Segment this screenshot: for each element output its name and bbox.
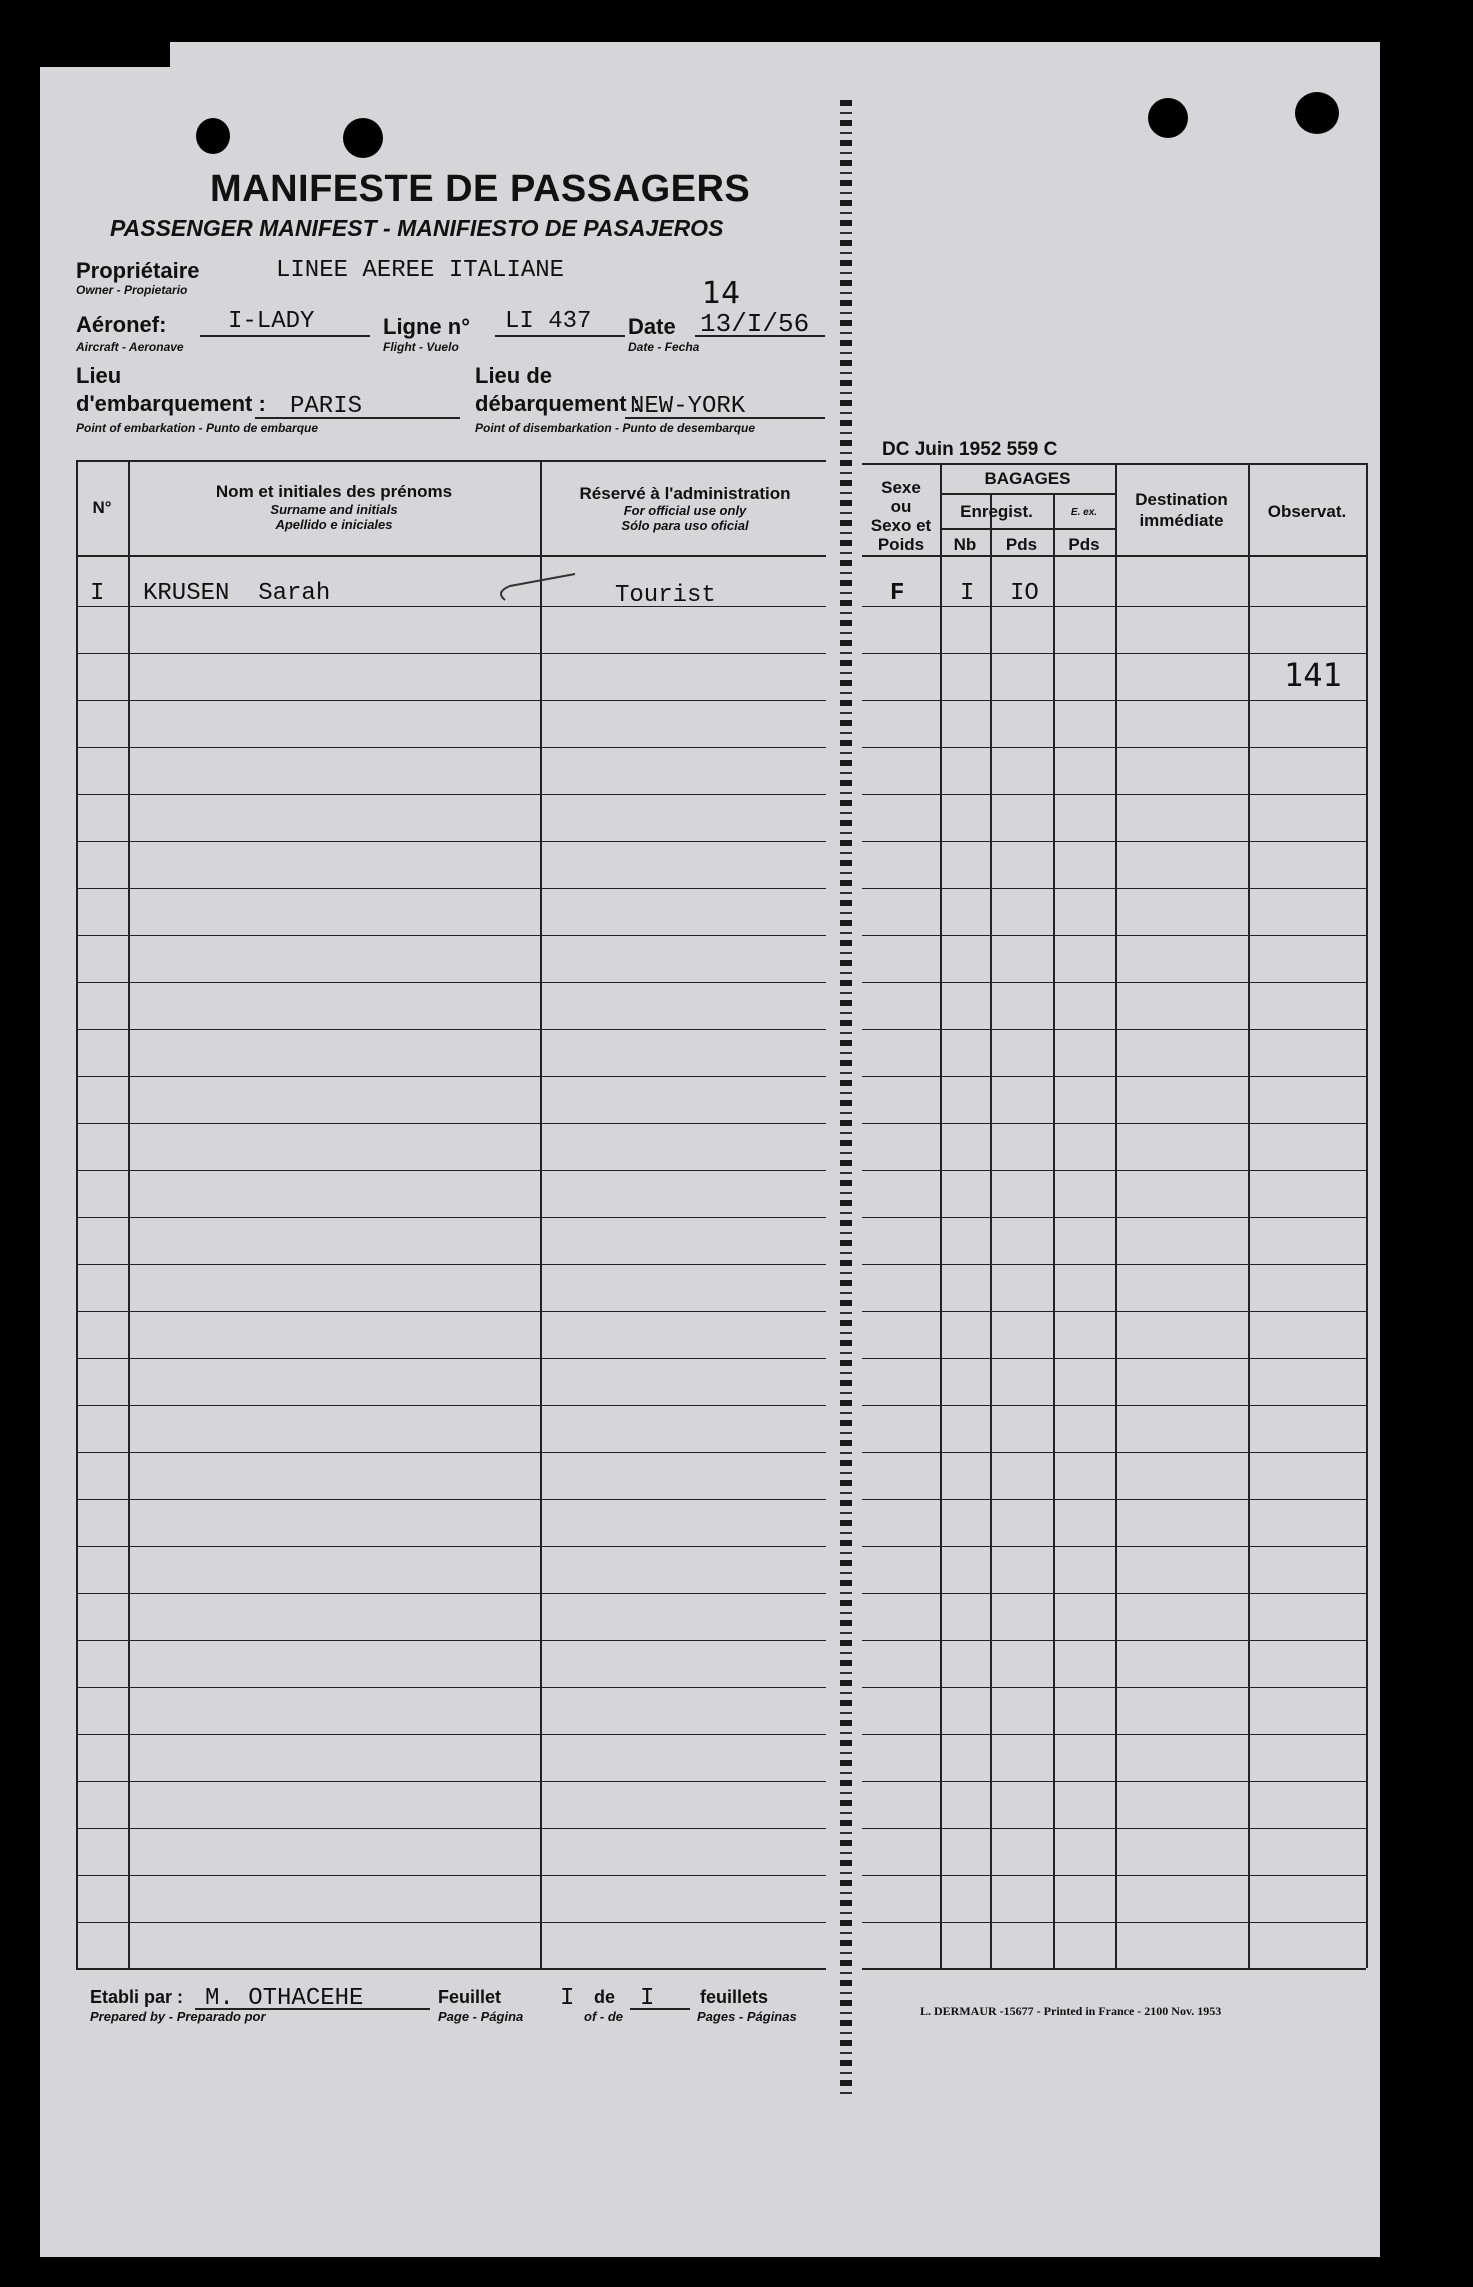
perforation [840,100,852,2100]
row-rule [76,1217,826,1218]
row-1-pds: IO [1010,580,1039,607]
row-rule [862,606,1366,607]
owner-value: LINEE AEREE ITALIANE [276,257,565,284]
form-code: DC Juin 1952 559 C [882,439,1058,460]
col-admin-sub2: Sólo para uso oficial [621,518,749,533]
check-mark [490,572,580,608]
manifest-subtitle: PASSENGER MANIFEST - MANIFIESTO DE PASAJEROS [110,215,724,241]
date-correction: 14 [702,276,741,311]
row-rule [76,1405,826,1406]
row-rule [76,1640,826,1641]
manifest-title: MANIFESTE DE PASSAGERS [210,168,751,210]
disembark-label2: débarquement : [475,391,641,416]
punch-hole [1148,98,1188,138]
row-rule [76,841,826,842]
row-rule [862,1640,1366,1641]
of-sub: of - de [584,2009,623,2024]
row-rule [862,1828,1366,1829]
col-bagages-header: BAGAGES [984,469,1071,488]
bagages-divider [940,493,1115,495]
row-rule [862,794,1366,795]
col-enregist-header: Enregist. [960,502,1033,521]
col-line [128,460,130,1968]
disembark-label1: Lieu de [475,363,553,388]
enregist-divider [940,528,1115,530]
owner-label: Propriétaire [76,258,200,283]
row-rule [862,1029,1366,1030]
col-excess-header: E. ex. [1070,507,1098,518]
embark-underline [255,417,460,419]
feuillets-label: feuillets [700,1987,769,2007]
col-line [76,460,78,1968]
owner-sub: Owner - Propietario [76,283,188,297]
row-rule [76,1781,826,1782]
row-rule [862,1217,1366,1218]
row-rule [76,1922,826,1923]
aircraft-value: I-LADY [228,308,315,335]
col-pds2-header: Pds [1068,535,1100,554]
col-line [1115,463,1117,1968]
row-rule [862,1452,1366,1453]
table-top-left [76,460,826,462]
row-rule [862,1922,1366,1923]
row-rule [862,1264,1366,1265]
row-rule [862,1593,1366,1594]
embark-sub: Point of embarkation - Punto de embarque [76,421,319,435]
row-1-admin: Tourist [615,582,716,609]
disembark-underline [625,417,825,419]
col-line [1248,463,1250,1968]
row-rule [76,1828,826,1829]
embark-value: PARIS [290,393,363,420]
page-sub: Page - Página [438,2009,524,2024]
row-rule [76,1687,826,1688]
row-rule [862,1499,1366,1500]
row-rule [76,935,826,936]
row-rule [76,1264,826,1265]
col-line [1366,463,1368,1968]
disembark-value: NEW-YORK [630,393,746,420]
row-rule [76,1546,826,1547]
punch-hole [343,118,383,158]
row-rule [862,747,1366,748]
row-rule [76,1123,826,1124]
row-rule [862,1076,1366,1077]
row-1-nb: I [960,580,975,607]
col-admin-header: Réservé à l'administration [579,484,791,503]
col-pds-header: Pds [1005,535,1038,554]
aircraft-label: Aéronef: [76,312,167,337]
table-bottom-left [76,1968,826,1970]
total-underline [630,2008,690,2010]
aircraft-underline [200,335,370,337]
row-rule [862,1687,1366,1688]
flight-sub: Flight - Vuelo [383,340,459,354]
row-rule [76,1076,826,1077]
row-rule [862,700,1366,701]
row-rule [862,888,1366,889]
de-label: de [594,1987,616,2007]
row-1-no: I [90,580,105,607]
row-rule [862,982,1366,983]
col-name-sub1: Surname and initials [270,502,398,517]
punch-hole [196,118,230,154]
col-observ-header: Observat. [1267,502,1347,521]
pages-sub: Pages - Páginas [697,2009,797,2024]
row-rule [862,1875,1366,1876]
row-rule [862,1170,1366,1171]
col-destination-l2: immédiate [1139,511,1224,530]
printer-note: L. DERMAUR -15677 - Printed in France - 2100 Nov. 1953 [920,2004,1222,2018]
row-rule [76,700,826,701]
row-1-sex: F [890,580,905,607]
prepared-value: M. OTHACEHE [205,1985,364,2012]
row-rule [76,747,826,748]
flight-value: LI 437 [505,308,592,335]
row-rule [862,1311,1366,1312]
row-rule [862,1123,1366,1124]
scan-border [0,42,40,2287]
col-admin-sub1: For official use only [623,503,747,518]
col-destination-l1: Destination [1135,490,1228,509]
page-value: I [560,1985,575,2012]
col-line [1053,493,1055,1968]
row-rule [862,1734,1366,1735]
row-rule [76,1452,826,1453]
col-nb-header: Nb [953,535,977,554]
row-rule [76,1029,826,1030]
table-bottom-right [862,1968,1366,1970]
col-sex-l4: Poids [877,535,925,554]
embark-label1: Lieu [76,363,122,388]
table-top-right [862,463,1366,465]
date-underline [695,335,825,337]
row-rule [76,653,826,654]
row-rule [76,1499,826,1500]
col-name-header: Nom et initiales des prénoms [215,482,453,501]
table-header-bottom-left [76,555,826,557]
col-line [540,460,542,1968]
col-name-sub2: Apellido e iniciales [275,517,393,532]
flight-label: Ligne n° [383,314,471,339]
row-1-name: KRUSEN Sarah [143,580,331,607]
row-rule [76,794,826,795]
date-value: 13/I/56 [700,309,810,339]
col-line [990,493,992,1968]
date-label: Date [628,314,676,339]
feuillet-label: Feuillet [438,1987,502,2007]
col-sex-l2: ou [890,497,912,516]
total-value: I [640,1985,655,2012]
col-line [940,463,942,1968]
row-rule [76,1593,826,1594]
col-sex-l1: Sexe [881,478,921,497]
aircraft-sub: Aircraft - Aeronave [76,340,184,354]
row-rule [76,1358,826,1359]
manifest-sheet [40,42,1380,2257]
row-rule [862,1781,1366,1782]
embark-label2: d'embarquement : [76,391,266,416]
row-rule [76,1311,826,1312]
row-rule [862,841,1366,842]
prepared-label: Etabli par : [90,1987,184,2007]
date-sub: Date - Fecha [628,340,700,354]
row-rule [862,653,1366,654]
row-rule [76,888,826,889]
row-rule [862,1546,1366,1547]
disembark-sub: Point of disembarkation - Punto de desembarque [475,421,756,435]
stamp-number: 141 [1284,656,1342,694]
table-header-bottom-right [862,555,1366,557]
col-sex-l3: Sexo et [870,516,932,535]
row-rule [862,935,1366,936]
prepared-sub: Prepared by - Preparado por [90,2009,266,2024]
flight-underline [495,335,625,337]
row-rule [76,1170,826,1171]
row-rule [76,1875,826,1876]
col-no-header: N° [92,498,112,517]
row-rule [76,1734,826,1735]
sheet-tab [40,42,170,67]
punch-hole [1295,92,1339,134]
row-rule [862,1405,1366,1406]
row-rule [862,1358,1366,1359]
prepared-underline [195,2008,430,2010]
row-rule [76,982,826,983]
